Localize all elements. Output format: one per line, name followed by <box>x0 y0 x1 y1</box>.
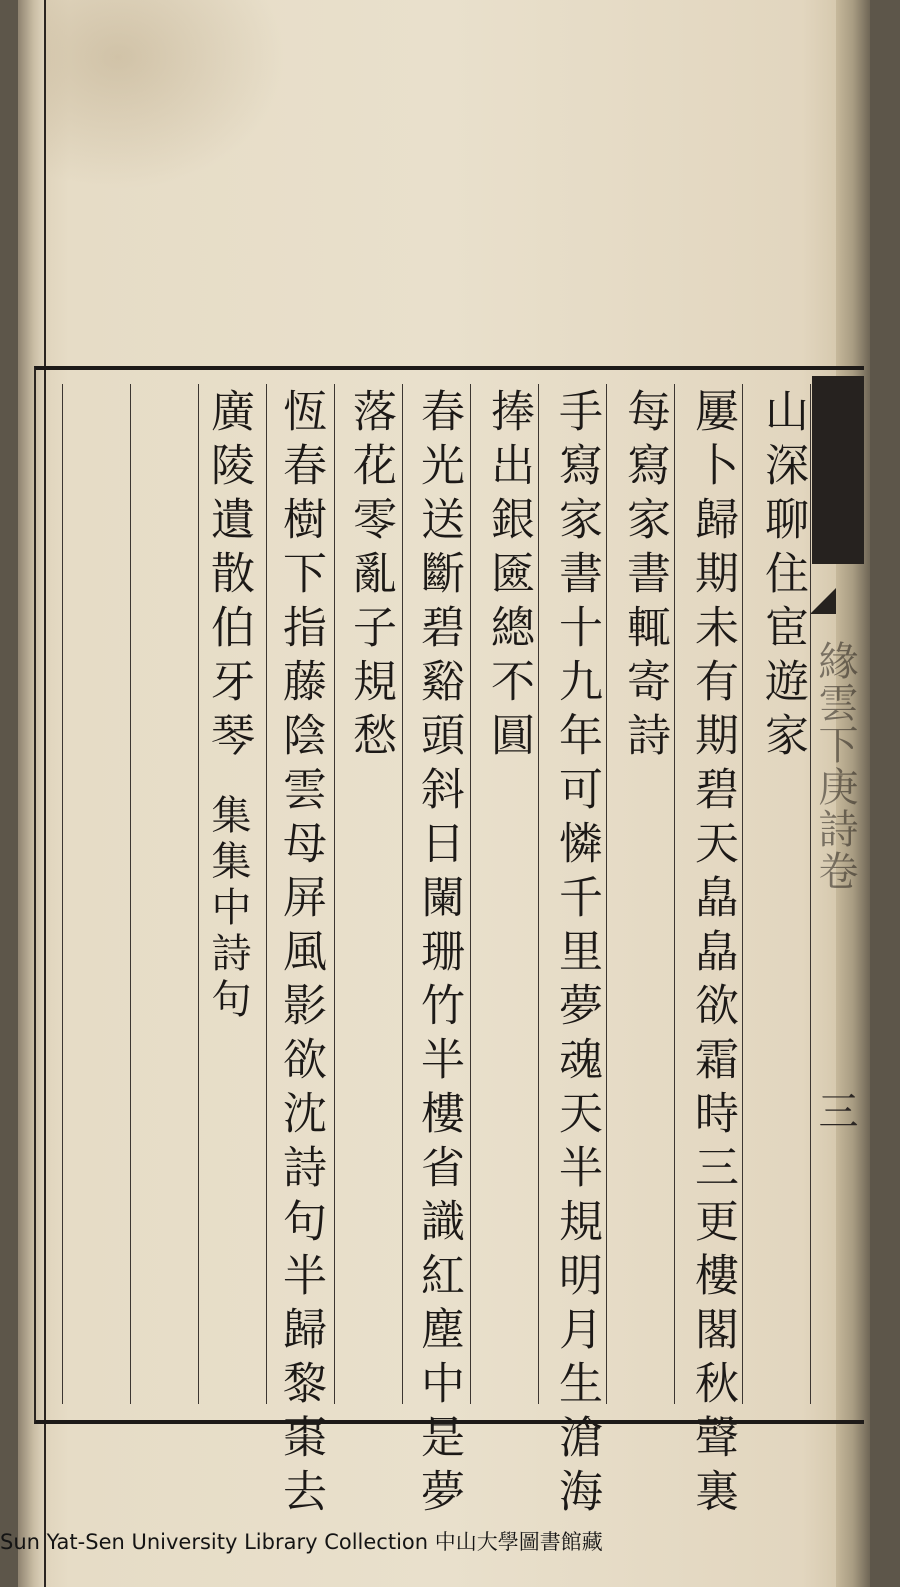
text-column: 恆春樹下指藤陰雲母屏風影欲沈詩句半歸黎棗去 <box>275 388 326 1522</box>
page-number: 三 <box>812 1090 858 1130</box>
spine-title: 緣雲下庚詩卷 <box>812 640 858 892</box>
text-column: 屢卜歸期未有期碧天皛皛欲霜時三更樓閣秋聲裏 <box>687 388 738 1522</box>
text-column-last <box>200 388 256 1024</box>
annotation-note: 集集中詩句 <box>205 794 251 1024</box>
column-rule <box>674 384 675 1404</box>
fish-tail-mark <box>810 588 836 614</box>
column-rule <box>470 384 471 1404</box>
paper-stain <box>46 0 286 190</box>
column-rule <box>266 384 267 1404</box>
column-rule <box>742 384 743 1404</box>
column-rule <box>606 384 607 1404</box>
text-column: 捧出銀匳總不圓 <box>483 388 534 766</box>
library-watermark: Sun Yat-Sen University Library Collection 中山大學圖書館藏 <box>0 1530 603 1554</box>
column-rule <box>334 384 335 1404</box>
column-rule <box>62 384 63 1404</box>
column-rule <box>402 384 403 1404</box>
column-rule <box>198 384 199 1404</box>
text-column: 手寫家書十九年可憐千里夢魂天半規明月生滄海 <box>551 388 602 1522</box>
column-rule <box>538 384 539 1404</box>
text-column: 廣陵遺散伯牙琴 <box>203 388 254 766</box>
column-rule <box>810 384 811 1404</box>
text-column: 春光送斷碧谿頭斜日闌珊竹半樓省識紅塵中是夢 <box>413 388 464 1522</box>
column-rule <box>130 384 131 1404</box>
text-column: 落花零亂子規愁 <box>345 388 396 766</box>
text-column: 山深聊住宦遊家 <box>757 388 808 766</box>
fish-tail-block <box>812 376 864 564</box>
text-column: 每寫家書輒寄詩 <box>619 388 670 766</box>
